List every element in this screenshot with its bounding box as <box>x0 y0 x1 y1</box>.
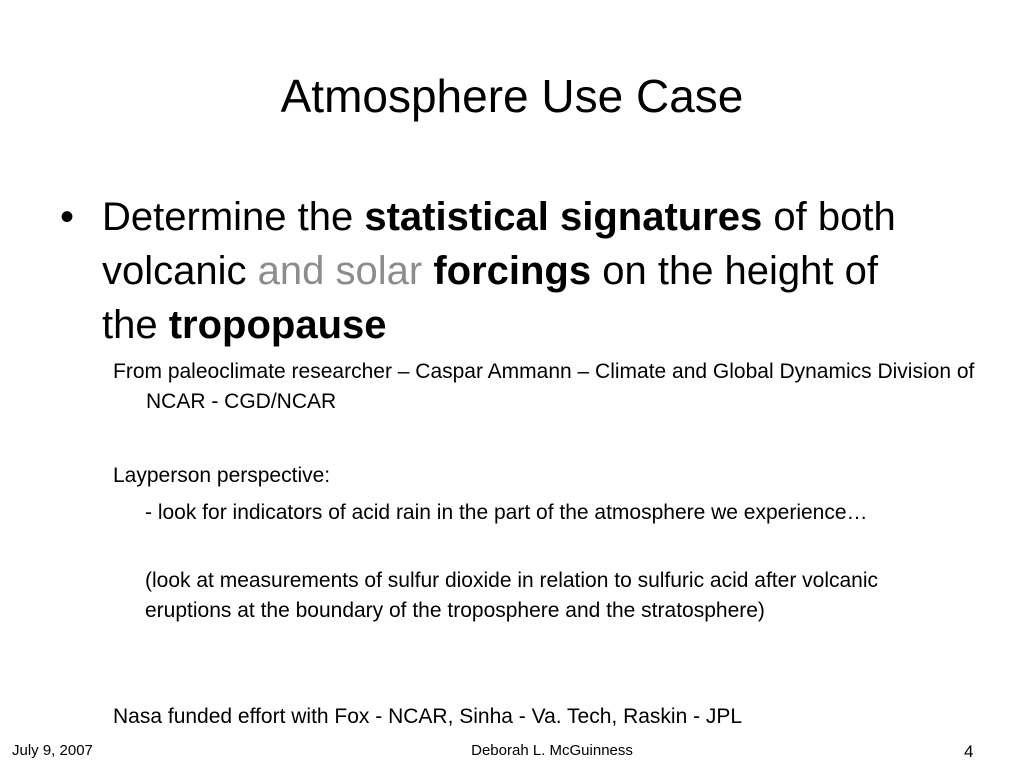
layperson-point-measurements: (look at measurements of sulfur dioxide in relation to sulfuric acid after volcanic eruptions at the boundary of the troposphere and the stratosphere) <box>145 569 879 622</box>
main-bullet-text <box>102 190 940 352</box>
bullet-marker: • <box>60 195 75 239</box>
bullet-muted-and-solar: and solar <box>257 249 423 293</box>
main-bullet <box>60 190 940 352</box>
bullet-text-part: on the height of the <box>102 249 879 347</box>
footer-date: July 9, 2007 <box>12 742 93 759</box>
bullet-text-part: of both volcanic <box>102 195 896 293</box>
slide-title: Atmosphere Use Case <box>280 70 744 122</box>
page-number: 4 <box>964 742 974 761</box>
bullet-emphasis-tropopause: tropopause <box>168 303 387 347</box>
funding-note: Nasa funded effort with Fox - NCAR, Sinha - Va. Tech, Raskin - JPL <box>113 705 743 728</box>
layperson-point-acid-rain: - look for indicators of acid rain in the part of the atmosphere we experience… <box>145 501 868 524</box>
layperson-heading: Layperson perspective: <box>113 464 331 487</box>
bullet-text-part <box>422 249 433 293</box>
bullet-emphasis-statistical-signatures: statistical signatures <box>364 195 763 239</box>
footer-author: Deborah L. McGuinness <box>471 742 633 759</box>
bullet-emphasis-forcings: forcings <box>433 249 592 293</box>
source-attribution: From paleoclimate researcher – Caspar Ammann – Climate and Global Dynamics Division of NCAR - CGD/NCAR <box>113 360 975 413</box>
bullet-text-part: Determine the <box>102 195 365 239</box>
